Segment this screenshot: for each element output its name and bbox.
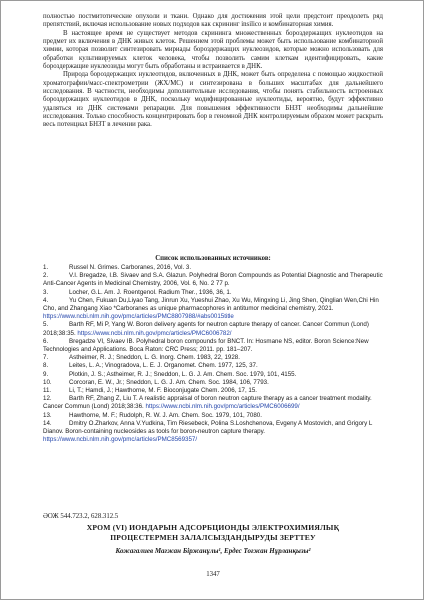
reference-number: 6. — [43, 337, 49, 345]
reference-number: 1. — [43, 264, 49, 271]
reference-item — [43, 420, 383, 445]
reference-item — [43, 272, 383, 288]
reference-text: Corcoran, E. W., Jr.; Sneddon, L. G. J. Am. Chem. Soc. 1984, 106, 7793. — [69, 378, 269, 386]
references-title: Список использованных источников: — [155, 255, 271, 262]
reference-item — [43, 387, 383, 395]
reference-item — [43, 321, 383, 337]
reference-item — [43, 354, 383, 362]
reference-item — [43, 362, 383, 370]
page-number: 1347 — [206, 571, 220, 578]
udk-code: ӘОЖ 544.723.2, 628.312.5 — [43, 513, 119, 520]
reference-number: 14. — [43, 419, 52, 427]
reference-number: 7. — [43, 354, 49, 362]
reference-url[interactable]: https://www.ncbi.nlm.nih.gov/pmc/articles/PMC6006782/ — [77, 329, 232, 337]
reference-text: Plotkin, J. S.; Astheimer, R. J.; Sneddon, L. G. J. Am. Chem. Soc. 1979, 101, 4155. — [69, 370, 297, 378]
article-title — [1, 523, 424, 542]
reference-url[interactable]: https://www.ncbi.nlm.nih.gov/pmc/articles/PMC8569357/ — [43, 436, 198, 444]
reference-item — [43, 297, 383, 322]
reference-item — [43, 338, 383, 354]
reference-number: 10. — [43, 378, 52, 386]
reference-item — [43, 289, 383, 297]
reference-text: Bregadze VI, Sivaev IB. Polyhedral boron compounds for BNCT. In: Hosmane NS, editor. Boron Science:New Technologies and Applications. Boca Raton: CRC Press; 2011. pp. 181–207. — [43, 337, 369, 354]
paragraph-2: В настоящее время не существует методов скрининга множественных бороздержащих нуклеотидов на предмет их включения в ДНК живых клеток. Решением этой проблемы может быть использование комбинаторной химии, которая позволит синтезировать мириады бороздержащих нуклеозидов, которые можно использовать для обработки культивируемых клеток человека, чтобы позволить самим клеткам идентифицировать, какие бороздержащие нуклеозиды могут быть обработаны и встраивается в ДНК. — [43, 29, 383, 71]
reference-number: 13. — [43, 411, 52, 419]
reference-item — [43, 412, 383, 420]
references-list — [43, 264, 383, 444]
reference-text: Astheimer, R. J.; Sneddon, L. G. Inorg. Chem. 1983, 22, 1928. — [69, 354, 240, 362]
reference-text: Yu Chen, Fukuan Du,Liyao Tang, Jinrun Xu, Yueshui Zhao, Xu Wu, Mingxing Li, Jing Shen, Qinglian Wen,Chi Hin Cho, and Zhangang Xiao *Carboranes as unique pharmacophores in antitumor medicinal chemistry, 2021. — [43, 296, 379, 313]
body-text — [43, 13, 383, 130]
paragraph-1: полностью постмитотические опухоли и ткани. Однако для достижения этой цели предстоит преодолеть ряд препятствий, включая использование новых подходов как скрининг insilico и комбинаторная химия. — [43, 13, 383, 29]
article-authors: Кожагалиев Мағжан Біржанұлы¹, Ердес Тоғжан Нұрланқызы² — [115, 547, 311, 555]
reference-text: Barth RF, Mi P, Yang W. Boron delivery agents for neutron capture therapy of cancer. Cancer Commun (Lond) 2018;38:35. — [43, 321, 369, 337]
article-title-line-1: ХРОМ (VI) ИОНДАРЫН АДСОРБЦИОНДЫ ЭЛЕКТРОХИМИЯЛЫҚ — [86, 523, 340, 532]
reference-number: 11. — [43, 387, 52, 395]
reference-item — [43, 395, 383, 411]
article-title-line-2: ПРОЦЕСТЕРМЕН ЗАЛАЛСЫЗДАНДЫРУДЫ ЗЕРТТЕУ — [110, 532, 316, 542]
reference-text: Dmitry O.Zharkov, Anna V.Yudkina, Tim Riesebeck, Polina S.Loshchenova, Evgeny A Mostovich, and Grigory L Dianov. Boron-containing nucleosides as tools for boron-neutron capture therapy. — [43, 419, 373, 436]
reference-number: 9. — [43, 370, 49, 378]
reference-item — [43, 371, 383, 379]
reference-text: V.I. Bregadze, I.B. Sivaev and S.A. Glazun. Polyhedral Boron Compounds as Potential Diagnostic and Therapeutic Anti-Cancer Agents in Medicinal Chemistry, 2006, Vol. 6, No. 2 77 p. — [43, 272, 383, 288]
reference-text: Leites, L. A.; Vinogradova, L. E. J. Organomet. Chem. 1977, 125, 37. — [69, 362, 258, 370]
reference-url[interactable]: https://www.ncbi.nlm.nih.gov/pmc/articles/PMC8807988/#abs0015title — [43, 313, 234, 321]
reference-item — [43, 264, 383, 272]
reference-number: 4. — [43, 296, 49, 304]
paragraph-3: Природа бороздержащих нуклеотидов, включенных в ДНК, может быть определена с помощью жидкостной хроматографии/масс-спектрометрии (ЖХ/МС) и синтезирована в больших масштабах для дальнейшего исследования. В частности, необходимы дополнительные исследования, чтобы понять стабильность встроенных бороздержащих нуклеотидов в ДНК, поскольку модифицированные нуклеотиды, вероятно, будут эффективно удаляться из ДНК системами репарации. Для повышения эффективности БНЗТ необходимы дальнейшие исследования. Только способность концентрировать бор в геномной ДНК контролируемым образом может раскрыть весь потенциал БНЗТ в лечении рака. — [43, 71, 383, 129]
reference-item — [43, 379, 383, 387]
reference-number: 8. — [43, 362, 49, 370]
reference-number: 2. — [43, 272, 49, 280]
reference-number: 5. — [43, 321, 49, 329]
reference-number: 3. — [43, 288, 49, 296]
reference-text: Hawthorne, M. F.; Rudolph, R. W. J. Am. Chem. Soc. 1979, 101, 7080. — [69, 411, 262, 419]
reference-text: Russel N. Grimes. Carboranes, 2016, Vol. 3. — [69, 264, 192, 271]
reference-text: Li, T.; Hamdi, J.; Hawthorne, M. F. Bioconjugate Chem. 2006, 17, 15. — [69, 387, 258, 395]
reference-number: 12. — [43, 395, 52, 403]
reference-text: Locher, G.L. Am. J. Roentgenol. Radium Ther., 1936, 36, 1. — [69, 288, 232, 296]
reference-text: Barth RF, Zhang Z, Liu T. A realistic appraisal of boron neutron capture therapy as a cancer treatment modality. Cancer Commun (Lond) 2018;38:36. — [43, 395, 372, 411]
reference-url[interactable]: https://www.ncbi.nlm.nih.gov/pmc/articles/PMC6006699/ — [145, 403, 300, 411]
